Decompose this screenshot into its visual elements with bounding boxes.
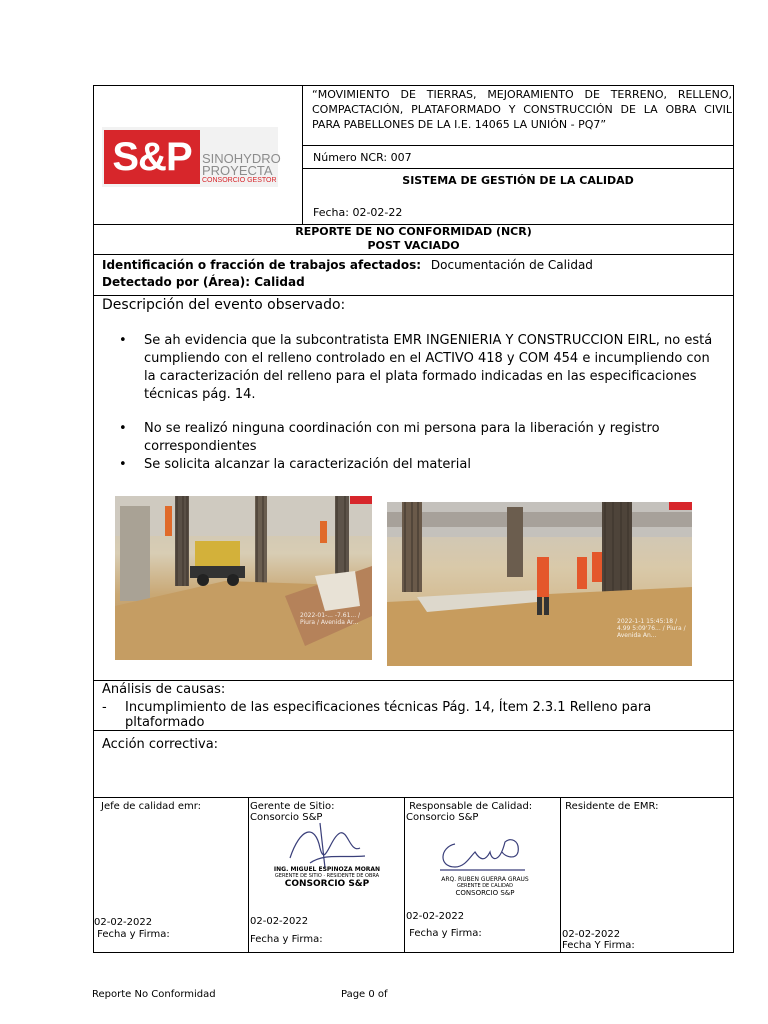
sig-gerente-date: 02-02-2022 — [250, 916, 309, 927]
report-date — [313, 206, 402, 219]
stamp-role: GERENTE DE CALIDAD — [456, 883, 513, 889]
sig-residente-footer: Fecha Y Firma: — [562, 940, 635, 951]
detected-by: Detectado por (Área): Calidad — [102, 275, 305, 289]
evidence-photo-left — [115, 496, 372, 660]
sig-calidad-stamp — [410, 876, 560, 897]
sig-divider-1 — [248, 797, 249, 953]
page-footer-right: Page 0 of — [341, 989, 388, 1000]
sig-divider-3 — [560, 797, 561, 953]
page-footer-left: Reporte No Conformidad — [92, 989, 216, 1000]
photo-right-timestamp: 2022-1-1 15:45:18 / 4.99 5:09'76... / Piura / Avenida An... — [617, 618, 686, 639]
sig-residente-title: Residente de EMR: — [562, 801, 659, 812]
stamp-org: CONSORCIO S&P — [455, 889, 515, 897]
sig-gerente-title: Gerente de Sitio: — [250, 801, 335, 812]
quality-system-title: SISTEMA DE GESTIÓN DE LA CALIDAD — [402, 174, 634, 187]
analysis-item: Incumplimiento de las especificaciones técnicas Pág. 14, Ítem 2.3.1 Relleno para pltaformado — [125, 700, 652, 730]
date-label: Fecha: — [313, 206, 349, 219]
photo-left-timestamp: 2022-01-... -7.61... / Piura / Avenida Ar... — [300, 612, 361, 626]
sig-jefe-footer: Fecha y Firma: — [94, 929, 170, 940]
description-bullet: • Se solicita alcanzar la caracterización del material — [114, 456, 724, 474]
description-bullet: • Se ah evidencia que la subcontratista EMR INGENIERIA Y CONSTRUCCION EIRL, no está cumpliendo con el relleno controlado en el ACTIVO 418 y COM 454 e incumpliendo con la caracterización del relleno para el plata formado indicadas en las especificaciones técnicas pág. 14. — [114, 332, 724, 404]
description-list — [114, 332, 724, 474]
sig-gerente-footer: Fecha y Firma: — [250, 934, 323, 945]
sig-calidad-subtitle: Consorcio S&P — [406, 812, 479, 823]
report-title-line1: REPORTE DE NO CONFORMIDAD (NCR) — [295, 225, 532, 238]
logo-line3: CONSORCIO GESTOR — [202, 177, 277, 184]
logo-line1: SINOHYDRO — [202, 151, 281, 166]
sig-calidad-date: 02-02-2022 — [406, 911, 465, 922]
identification-row — [102, 258, 593, 272]
sig-divider-2 — [404, 797, 405, 953]
description-heading: Descripción del evento observado: — [102, 297, 346, 313]
sig-gerente-signature — [270, 818, 390, 873]
sig-calidad-footer: Fecha y Firma: — [406, 928, 482, 939]
analysis-dash: - — [102, 700, 107, 715]
sig-residente-date: 02-02-2022 — [562, 929, 621, 940]
report-title-line2: POST VACIADO — [367, 239, 460, 252]
photo-right-scene — [387, 502, 692, 666]
description-bullet: • No se realizó ninguna coordinación con mi persona para la liberación y registro correspondientes — [114, 420, 724, 456]
analysis-heading: Análisis de causas: — [102, 682, 226, 697]
identification-value: Documentación de Calidad — [430, 258, 593, 272]
project-title: “MOVIMIENTO DE TIERRAS, MEJORAMIENTO DE TERRENO, RELLENO, COMPACTACIÓN, PLATAFORMADO Y CONSTRUCCIÓN DE LA OBRA CIVIL PARA PABELLONES DE LA I.E. 14065 LA UNIÓN - PQ7” — [312, 88, 732, 131]
header-divider-vertical — [302, 85, 303, 225]
photo-left-scene — [115, 496, 372, 660]
sig-calidad-title: Responsable de Calidad: — [406, 801, 533, 812]
sig-gerente-subtitle: Consorcio S&P — [250, 812, 323, 823]
corrective-heading: Acción correctiva: — [102, 737, 219, 752]
report-title — [93, 225, 734, 253]
sig-jefe-title: Jefe de calidad emr: — [101, 801, 202, 812]
stamp-name: ING. MIGUEL ESPINOZA MORAN — [273, 866, 381, 873]
stamp-name: ARQ. RUBEN GUERRA GRAUS — [441, 876, 529, 883]
header-divider-2 — [302, 168, 734, 169]
ncr-number: Número NCR: 007 — [313, 151, 412, 164]
identification-label: Identificación o fracción de trabajos afectados: — [102, 258, 422, 272]
logo-mark: S&P — [104, 130, 200, 184]
stamp-role: GERENTE DE SITIO · RESIDENTE DE OBRA — [274, 873, 380, 879]
logo-line2: PROYECTA — [202, 163, 273, 178]
stamp-org: CONSORCIO S&P — [284, 879, 370, 889]
evidence-photo-right — [387, 502, 692, 666]
company-logo — [102, 127, 281, 187]
sig-jefe-date: 02-02-2022 — [94, 917, 153, 928]
sig-calidad-signature — [430, 832, 530, 877]
sig-gerente-stamp — [252, 866, 402, 889]
date-value: 02-02-22 — [352, 206, 403, 219]
header-divider-1 — [302, 145, 734, 146]
